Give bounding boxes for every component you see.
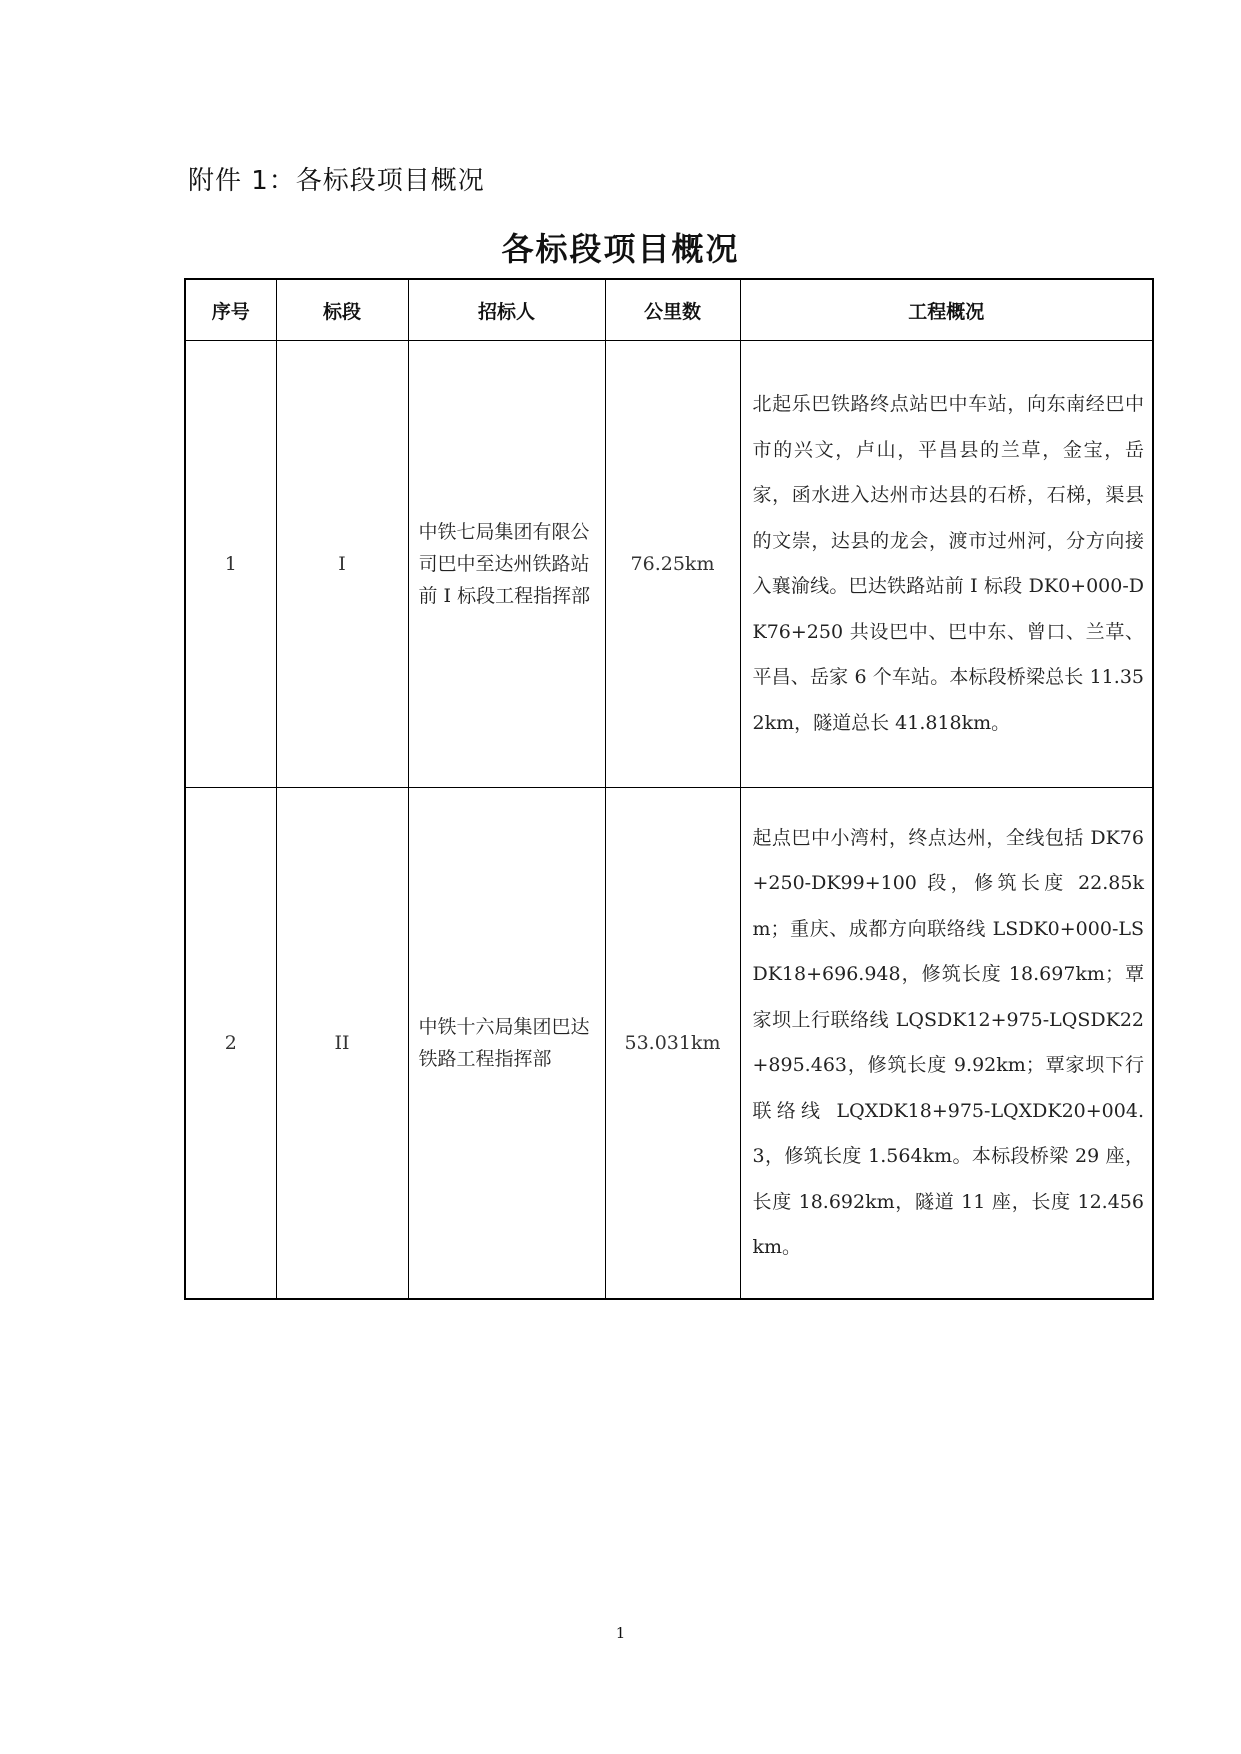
document-title: 各标段项目概况: [501, 230, 740, 268]
cell-seq: 2: [185, 788, 276, 1300]
cell-km: 76.25km: [605, 341, 740, 788]
table-row: [185, 788, 1153, 1300]
header-seq: 序号: [185, 279, 276, 341]
cell-overview: 起点巴中小湾村，终点达州，全线包括 DK76+250-DK99+100 段，修筑长度 22.85km；重庆、成都方向联络线 LSDK0+000-LSDK18+696.948，修筑长度 18.697km；覃家坝上行联络线 LQSDK12+975-LQSDK22+895.463，修筑长度 9.92km；覃家坝下行联络线 LQXDK18+975-LQXDK20+004.3，修筑长度 1.564km。本标段桥梁 29 座，长度 18.692km，隧道 11 座，长度 12.456km。: [740, 788, 1153, 1300]
header-bidder: 招标人: [408, 279, 605, 341]
cell-bidder: 中铁十六局集团巴达铁路工程指挥部: [408, 788, 605, 1300]
header-km: 公里数: [605, 279, 740, 341]
cell-seq: 1: [185, 341, 276, 788]
page-number: 1: [615, 1624, 626, 1642]
table-header-row: [185, 279, 1153, 341]
header-section: 标段: [276, 279, 408, 341]
cell-overview: 北起乐巴铁路终点站巴中车站，向东南经巴中市的兴文，卢山，平昌县的兰草，金宝，岳家，函水进入达州市达县的石桥，石梯，渠县的文崇，达县的龙会，渡市过州河，分方向接入襄渝线。巴达铁路站前 I 标段 DK0+000-DK76+250 共设巴中、巴中东、曾口、兰草、平昌、岳家 6 个车站。本标段桥梁总长 11.352km，隧道总长 41.818km。: [740, 341, 1153, 788]
sections-table: [184, 278, 1154, 1300]
cell-section: II: [276, 788, 408, 1300]
cell-km: 53.031km: [605, 788, 740, 1300]
cell-bidder: 中铁七局集团有限公司巴中至达州铁路站前 I 标段工程指挥部: [408, 341, 605, 788]
header-overview: 工程概况: [740, 279, 1153, 341]
attachment-heading: 附件 1：各标段项目概况: [188, 166, 485, 196]
cell-section: I: [276, 341, 408, 788]
table-row: [185, 341, 1153, 788]
